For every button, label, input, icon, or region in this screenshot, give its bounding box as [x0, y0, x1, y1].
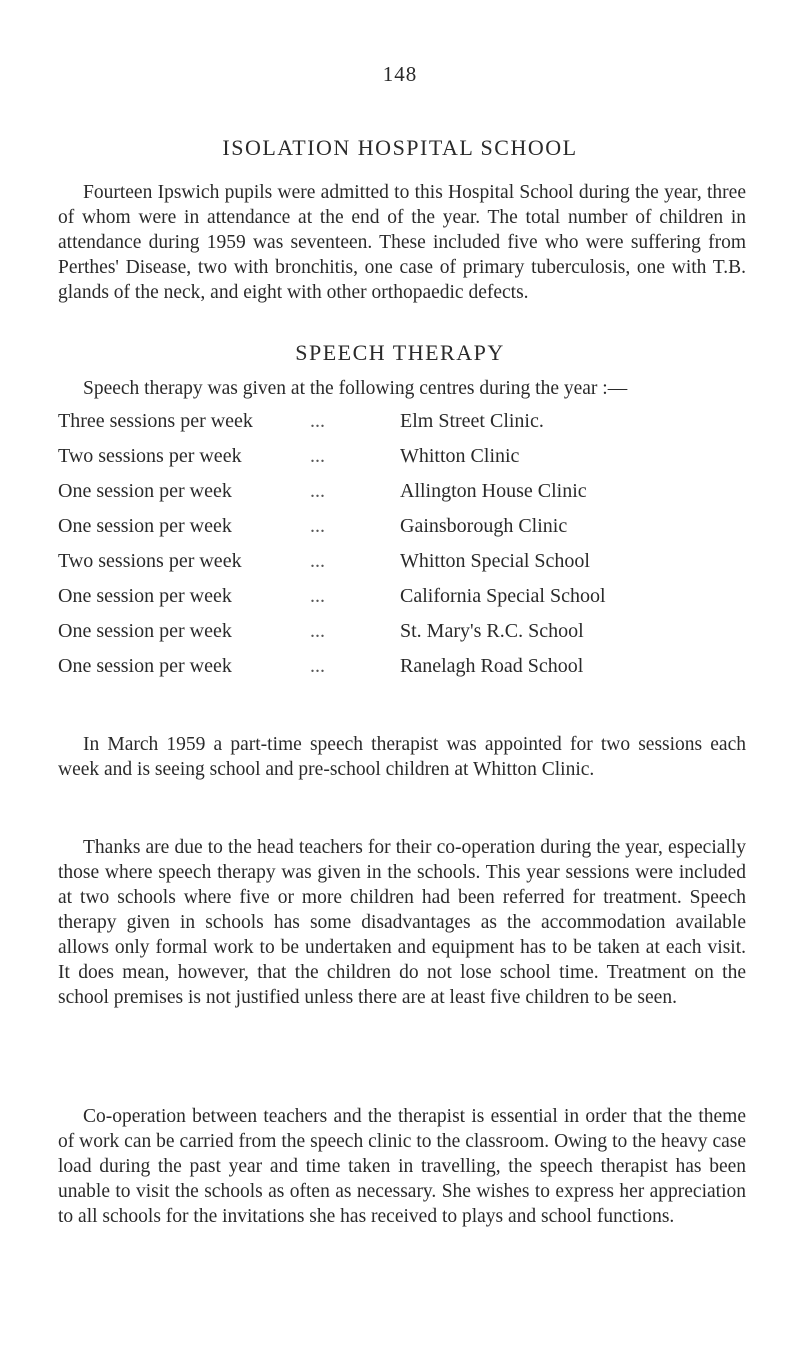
- session-frequency: One session per week: [58, 585, 232, 607]
- leader-dots: ...: [310, 480, 325, 502]
- leader-dots: ...: [310, 410, 325, 432]
- isolation-hospital-school-heading: ISOLATION HOSPITAL SCHOOL: [222, 135, 578, 160]
- leader-dots: ...: [310, 550, 325, 572]
- list-item: [58, 655, 778, 690]
- list-item: [58, 445, 778, 480]
- centre-name: Elm Street Clinic.: [400, 410, 544, 432]
- page-number: 148: [382, 62, 418, 86]
- leader-dots: ...: [310, 445, 325, 467]
- session-frequency: Two sessions per week: [58, 445, 242, 467]
- centre-name: Allington House Clinic: [400, 480, 587, 502]
- centre-name: St. Mary's R.C. School: [400, 620, 584, 642]
- list-item: [58, 410, 778, 445]
- march-appointment-paragraph: In March 1959 a part-time speech therapist was appointed for two sessions each week and is seeing school and pre-school children at Whitton Clinic.: [58, 734, 746, 780]
- session-frequency: One session per week: [58, 655, 232, 677]
- speech-centres-list: [58, 410, 778, 690]
- thanks-paragraph: Thanks are due to the head teachers for their co-operation during the year, especially those where speech therapy was given in the schools. This year sessions were included at two schools where five or more children had been referred for treatment. Speech therapy given in schools has some disadvantages as the accommodation available allows only formal work to be undertaken and equipment has to be taken at each visit. It does mean, however, that the children do not lose school time. Treatment on the school premises is not justified unless there are at least five children to be seen.: [58, 837, 746, 1008]
- centre-name: Ranelagh Road School: [400, 655, 584, 677]
- leader-dots: ...: [310, 515, 325, 537]
- centre-name: Whitton Clinic: [400, 445, 520, 467]
- speech-therapy-heading: SPEECH THERAPY: [295, 340, 505, 365]
- centre-name: Whitton Special School: [400, 550, 590, 572]
- speech-intro: Speech therapy was given at the following centres during the year :—: [83, 378, 628, 399]
- leader-dots: ...: [310, 620, 325, 642]
- session-frequency: Three sessions per week: [58, 410, 253, 432]
- leader-dots: ...: [310, 585, 325, 607]
- isolation-paragraph: Fourteen Ipswich pupils were admitted to this Hospital School during the year, three of whom were in attendance at the end of the year. The total number of children in attendance during 1959 was seventeen. These included five who were suffering from Perthes' Disease, two with bronchitis, one case of primary tuberculosis, one with T.B. glands of the neck, and eight with other orthopaedic defects.: [58, 182, 746, 303]
- list-item: [58, 480, 778, 515]
- session-frequency: One session per week: [58, 515, 232, 537]
- centre-name: Gainsborough Clinic: [400, 515, 568, 537]
- centre-name: California Special School: [400, 585, 606, 607]
- cooperation-paragraph: Co-operation between teachers and the therapist is essential in order that the theme of work can be carried from the speech clinic to the classroom. Owing to the heavy case load during the past year and time taken in travelling, the speech therapist has been unable to visit the schools as often as necessary. She wishes to express her appreciation to all schools for the invitations she has received to plays and school functions.: [58, 1106, 746, 1227]
- list-item: [58, 620, 778, 655]
- session-frequency: Two sessions per week: [58, 550, 242, 572]
- list-item: [58, 515, 778, 550]
- leader-dots: ...: [310, 655, 325, 677]
- session-frequency: One session per week: [58, 620, 232, 642]
- list-item: [58, 585, 778, 620]
- session-frequency: One session per week: [58, 480, 232, 502]
- list-item: [58, 550, 778, 585]
